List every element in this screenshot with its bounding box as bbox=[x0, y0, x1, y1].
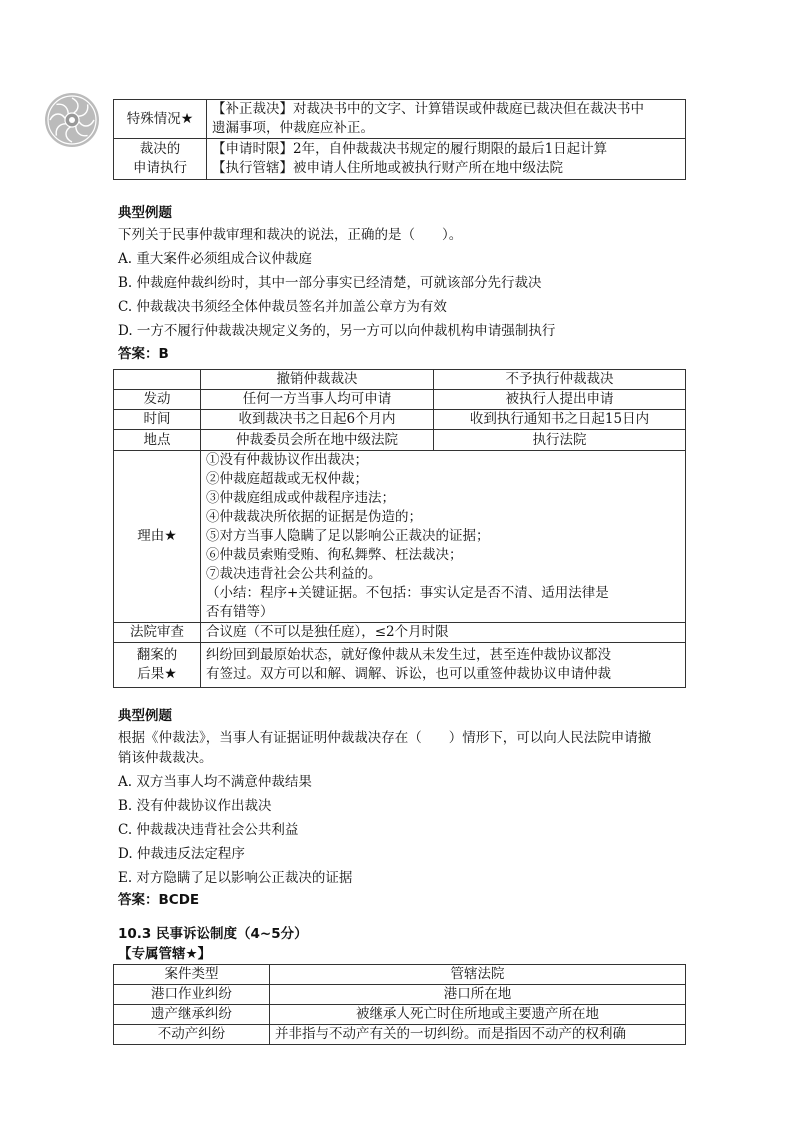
review-label: 法院审查 bbox=[114, 623, 201, 643]
section-title: 10.3 民事诉讼制度（4~5分） bbox=[118, 926, 308, 942]
example-heading-2: 典型例题 bbox=[118, 708, 172, 724]
option-d: D. 一方不履行仲裁裁决规定义务的，另一方可以向仲裁机构申请强制执行 bbox=[118, 323, 556, 339]
table-header-row: 案件类型 管辖法院 bbox=[114, 965, 686, 985]
option-c-2: C. 仲裁裁决违背社会公共利益 bbox=[118, 822, 299, 838]
header-nonenforce: 不予执行仲裁裁决 bbox=[434, 370, 686, 390]
star-icon: ★ bbox=[180, 110, 194, 127]
table-header-row bbox=[114, 370, 686, 390]
row-label: 特殊情况★ bbox=[114, 100, 207, 139]
section-subtitle: 【专属管辖★】 bbox=[118, 946, 212, 962]
table-row: 地点 仲裁委员会所在地中级法院 执行法院 bbox=[114, 430, 686, 451]
option-c: C. 仲裁裁决书须经全体仲裁员签名并加盖公章方为有效 bbox=[118, 299, 447, 315]
row-content: 【补正裁决】对裁决书中的文字、计算错误或仲裁庭已裁决但在裁决书中 遗漏事项，仲裁庭应补正。 bbox=[207, 100, 686, 139]
table-row: 遗产继承纠纷 被继承人死亡时住所地或主要遗产所在地 bbox=[114, 1005, 686, 1025]
result-content: 纠纷回到最原始状态，就好像仲裁从未发生过，甚至连仲裁协议都没 有签过。双方可以和解、调解、诉讼，也可以重签仲裁协议申请仲裁 bbox=[201, 643, 686, 688]
option-a-2: A. 双方当事人均不满意仲裁结果 bbox=[118, 774, 312, 790]
option-d-2: D. 仲裁违反法定程序 bbox=[118, 846, 245, 862]
table-row: 发动 任何一方当事人均可申请 被执行人提出申请 bbox=[114, 390, 686, 410]
table-row: 港口作业纠纷 港口所在地 bbox=[114, 985, 686, 1005]
question-text: 下列关于民事仲裁审理和裁决的说法，正确的是（ ）。 bbox=[118, 227, 463, 243]
answer-text-2: 答案：BCDE bbox=[118, 892, 200, 908]
table-row bbox=[114, 139, 686, 180]
star-icon: ★ bbox=[164, 528, 177, 544]
exclusive-jurisdiction-table bbox=[113, 964, 686, 1045]
option-e-2: E. 对方隐瞒了足以影响公正裁决的证据 bbox=[118, 870, 353, 886]
header-blank bbox=[114, 370, 201, 390]
table-row: 不动产纠纷 并非指与不动产有关的一切纠纷。而是指因不动产的权利确 bbox=[114, 1025, 686, 1045]
example-heading: 典型例题 bbox=[118, 205, 172, 221]
reason-list: ①没有仲裁协议作出裁决； ②仲裁庭超裁或无权仲裁； ③仲裁庭组成或仲裁程序违法； ④仲裁裁决所依据的证据是伪造的； ⑤对方当事人隐瞒了足以影响公正裁决的证据； ⑥仲裁员索贿受贿、徇私舞弊、枉法裁决； ⑦裁决违背社会公共利益的。 （小结：程序+关键证据。不包括：事实认定是否不清、适用法律是 否有错等） bbox=[201, 451, 686, 623]
seal-logo-icon bbox=[44, 92, 100, 148]
option-a: A. 重大案件必须组成合议仲裁庭 bbox=[118, 251, 312, 267]
review-content: 合议庭（不可以是独任庭），≤2个月时限 bbox=[201, 623, 686, 643]
table-row bbox=[114, 451, 686, 623]
header-revoke: 撤销仲裁裁决 bbox=[201, 370, 434, 390]
revoke-vs-nonenforce-table bbox=[113, 369, 686, 688]
star-icon: ★ bbox=[164, 666, 177, 682]
option-b-2: B. 没有仲裁协议作出裁决 bbox=[118, 798, 272, 814]
table-row: 时间 收到裁决书之日起6个月内 收到执行通知书之日起15日内 bbox=[114, 410, 686, 430]
table-row bbox=[114, 643, 686, 688]
answer-text: 答案：B bbox=[118, 346, 169, 362]
row-content: 【申请时限】2年，自仲裁裁决书规定的履行期限的最后1日起计算 【执行管辖】被申请人住所地或被执行财产所在地中级法院 bbox=[207, 139, 686, 180]
option-b: B. 仲裁庭仲裁纠纷时，其中一部分事实已经清楚，可就该部分先行裁决 bbox=[118, 275, 542, 291]
table-row bbox=[114, 623, 686, 643]
reason-label: 理由★ bbox=[114, 451, 201, 623]
row-label: 裁决的 申请执行 bbox=[114, 139, 207, 180]
special-cases-table bbox=[113, 99, 686, 180]
question-text-2-line2: 销该仲裁裁决。 bbox=[118, 750, 213, 766]
result-label: 翻案的 后果★ bbox=[114, 643, 201, 688]
table-row bbox=[114, 100, 686, 139]
question-text-2-line1: 根据《仲裁法》，当事人有证据证明仲裁裁决存在（ ）情形下，可以向人民法院申请撤 bbox=[118, 730, 652, 746]
